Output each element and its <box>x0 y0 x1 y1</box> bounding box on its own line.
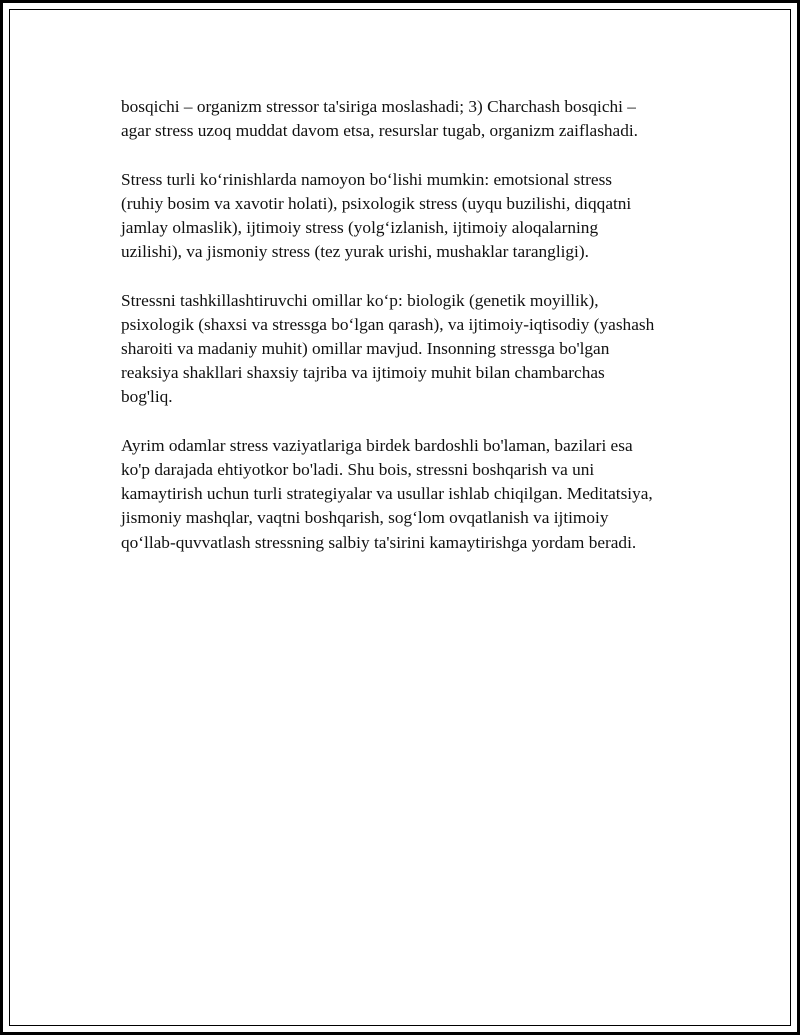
text-line: reaksiya shakllari shaxsiy tajriba va ijtimoiy muhit bilan chambarchas <box>121 363 605 383</box>
text-line: qo‘llab-quvvatlash stressning salbiy ta'sirini kamaytirishga yordam beradi. <box>121 532 637 552</box>
text-line: sharoiti va madaniy muhit) omillar mavjud. Insonning stressga bo'lgan <box>121 339 610 358</box>
document-body <box>121 95 701 579</box>
paragraph-stress-stages <box>121 95 701 143</box>
text-line: (ruhiy bosim va xavotir holati), psixologik stress (uyqu buzilishi, diqqatni <box>121 193 632 213</box>
text-line: uzilishi), va jismoniy stress (tez yurak urishi, mushaklar tarangligi). <box>121 242 589 262</box>
paragraph-stress-factors <box>121 289 701 410</box>
text-line: kamaytirish uchun turli strategiyalar va usullar ishlab chiqilgan. Meditatsiya, <box>121 484 653 504</box>
text-line: Stress turli ko‘rinishlarda namoyon bo‘lishi mumkin: emotsional stress <box>121 169 613 189</box>
text-line: Ayrim odamlar stress vaziyatlariga birdek bardoshli bo'laman, bazilari esa <box>121 435 633 455</box>
text-line: bosqichi – organizm stressor ta'siriga moslashadi; 3) Charchash bosqichi – <box>121 97 636 116</box>
text-line: ko'p darajada ehtiyotkor bo'ladi. Shu bois, stressni boshqarish va uni <box>121 460 595 479</box>
text-line: bog'liq. <box>121 387 173 407</box>
text-line: Stressni tashkillashtiruvchi omillar ko‘p: biologik (genetik moyillik), <box>121 290 599 310</box>
paragraph-stress-management <box>121 434 701 555</box>
text-line: psixologik (shaxsi va stressga bo‘lgan qarash), va ijtimoiy-iqtisodiy (yashash <box>121 314 655 334</box>
text-line: jismoniy mashqlar, vaqtni boshqarish, sog‘lom ovqatlanish va ijtimoiy <box>121 508 609 528</box>
paragraph-stress-types <box>121 168 701 265</box>
text-line: agar stress uzoq muddat davom etsa, resurslar tugab, organizm zaiflashadi. <box>121 121 638 141</box>
text-line: jamlay olmaslik), ijtimoiy stress (yolg‘izlanish, ijtimoiy aloqalarning <box>121 218 599 237</box>
